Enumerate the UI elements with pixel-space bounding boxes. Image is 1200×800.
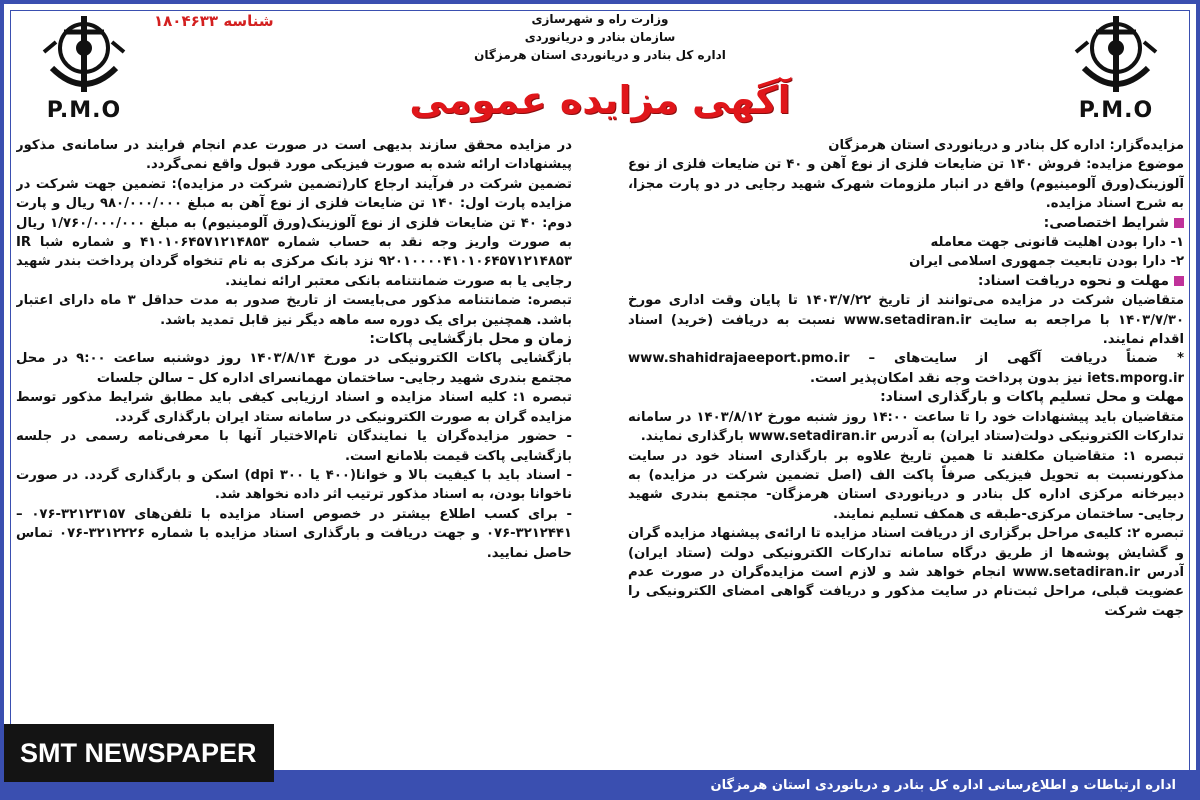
guarantee-note-paragraph: تبصره: ضمانتنامه مذکور می‌بایست از تاریخ صدور به مدت حداقل ۳ ماه دارای اعتبار باشد. همچنین برای یک دوره سه ماهه دیگر نیز قابل تمدید باشد. <box>16 293 572 328</box>
footer-text: اداره ارتباطات و اطلاع‌رسانی اداره کل بنادر و دریانوردی استان هرمزگان <box>710 778 1176 793</box>
opening-note-paragraph: تبصره ۱: کلیه اسناد مزایده و اسناد ارزیابی کیفی باید مطابق شرایط مذکور توسط مزایده گران به صورت الکترونیکی در سامانه ستاد ایران بارگذاری گردد. <box>16 390 572 425</box>
section-heading-documents: مهلت و نحوه دریافت اسناد: <box>628 272 1184 291</box>
bullet-square-icon <box>1174 276 1184 286</box>
term-item: ۱- دارا بودن اهلیت قانونی جهت معامله <box>930 235 1184 251</box>
ad-title: آگهی مزایده عمومی <box>409 78 791 122</box>
org-line-ministry: وزارت راه و شهرسازی <box>531 12 669 26</box>
org-line-organization: سازمان بنادر و دریانوردی <box>524 30 676 44</box>
section-heading-submission: مهلت و محل تسلیم پاکات و بارگذاری اسناد: <box>880 389 1184 406</box>
attendance-paragraph: - حضور مزایده‌گران یا نمایندگان تام‌الاختیار آنها با معرفی‌نامه رسمی در جلسه بازگشایی پاکت قیمت بلامانع است. <box>16 429 572 464</box>
contact-paragraph: - برای کسب اطلاع بیشتر در خصوص اسناد مزایده با تلفن‌های ۳۲۱۲۳۱۵۷-۰۷۶ – ۳۲۱۲۴۴۱-۰۷۶ و جهت دریافت و بارگذاری اسناد مزایده با شماره ۳۲۱۲۲۲۶-۰۷۶ تماس حاصل نمایید. <box>16 506 572 561</box>
opening-paragraph: بازگشایی پاکات الکترونیکی در مورخ ۱۴۰۳/۸/۱۴ روز دوشنبه ساعت ۹:۰۰ در محل مجتمع بندری شهید رجایی- ساختمان مهمانسرای اداره کل – سالن جلسات <box>16 351 572 386</box>
submission-paragraph: متقاضیان باید پیشنهادات خود را تا ساعت ۱۴:۰۰ روز شنبه مورخ ۱۴۰۳/۸/۱۲ در سامانه تدارکات الکترونیکی دولت(ستاد ایران) به آدرس www.setadiran.ir بارگذاری نمایند. <box>628 409 1184 445</box>
logo-text: P.M.O <box>46 98 122 123</box>
ad-body <box>10 136 1190 766</box>
section-heading-special-terms: شرایط اختصاصی: <box>628 214 1184 233</box>
note-1-paragraph: تبصره ۱: متقاضیان مکلفند تا همین تاریخ علاوه بر بارگذاری اسناد خود در سایت مذکورنسبت به تحویل فیزیکی صرفاً پاکت الف (اصل تضمین شرکت در مزایده) به دبیرخانه مرکزی اداره کل بنادر و دریانوردی استان هرمزگان- مجتمع بندری شهید رجایی- ساختمان مرکزی-طبقه ی همکف تسلیم نمایند. <box>628 448 1184 522</box>
term-item: ۲- دارا بودن تابعیت جمهوری اسلامی ایران <box>909 254 1184 270</box>
organization-block <box>4 10 1196 64</box>
note-2-paragraph: تبصره ۲: کلیه‌ی مراحل برگزاری از دریافت اسناد مزایده تا ارائه‌ی پیشنهاد مزایده گران و گشایش پوشه‌ها از طریق درگاه سامانه تدارکات الکترونیکی دولت (ستاد ایران) آدرس www.setadiran.ir انجام خواهد شد و لازم است مزایده‌گران در صورت عدم عضویت قبلی، مراحل ثبت‌نام در سایت مذکور و دریافت گواهی امضای الکترونیکی را جهت شرکت <box>628 526 1184 619</box>
websites-paragraph: * ضمناً دریافت آگهی از سایت‌های www.shahidrajaeeport.pmo.ir – iets.mporg.ir نیز بدون پرداخت وجه نقد امکان‌پذیر است. <box>628 351 1184 386</box>
bullet-square-icon <box>1174 218 1184 228</box>
documents-paragraph: متقاضیان شرکت در مزایده می‌توانند از تاریخ ۱۴۰۳/۷/۲۲ تا پایان وقت اداری مورخ ۱۴۰۳/۷/۳۰ با مراجعه به سایت www.setadiran.ir نسبت به دریافت (خرید) اسناد اقدام نمایند. <box>628 293 1184 348</box>
scan-quality-paragraph: - اسناد باید با کیفیت بالا و خوانا(۴۰۰ یا ۳۰۰ dpi) اسکن و بارگذاری گردد. در صورت ناخوانا بودن، به اسناد مذکور ترتیب اثر داده نخواهد شد. <box>16 467 572 503</box>
guarantee-paragraph: تضمین شرکت در فرآیند ارجاع کار(تضمین شرکت در مزایده): تضمین جهت شرکت در مزایده پارت اول: ۱۴۰ تن ضایعات فلزی از نوع آهن به مبلغ ۹۸۰/۰۰۰/۰۰۰ ریال و پارت دوم: ۴۰ تن ضایعات فلزی از نوع آلوزینک(ورق آلومینیوم) به مبلغ ۱/۷۶۰/۰۰۰/۰۰۰ ریال به صورت واریز وجه نقد به حساب شماره ۴۱۰۱۰۶۴۵۷۱۲۱۴۸۵۳ و شماره شبا IR ۹۲۰۱۰۰۰۰۴۱۰۱۰۶۴۵۷۱۲۱۴۸۵۳ نزد بانک مرکزی به نام تنخواه گردان پرداخت بندر شهید رجایی یا به صورت ضمانتنامه بانکی معتبر ارائه نمایند. <box>16 176 572 289</box>
continuation-paragraph: در مزایده محقق سازند بدیهی است در صورت عدم انجام فرایند در سامانه‌ی مذکور پیشنهادات ارائه شده به صورت فیزیکی مورد قبول واقع نمی‌گردد. <box>16 138 572 173</box>
ad-header <box>4 4 1196 124</box>
org-line-directorate: اداره کل بنادر و دریانوردی استان هرمزگان <box>474 48 726 62</box>
left-column <box>16 136 572 766</box>
auctioneer-paragraph: مزایده‌گزار: اداره کل بنادر و دریانوردی استان هرمزگان <box>828 138 1184 153</box>
registration-number: شناسه ۱۸۰۴۶۳۳ <box>154 12 274 30</box>
right-column <box>628 136 1184 766</box>
brand-watermark: SMT NEWSPAPER <box>4 724 274 782</box>
subject-paragraph: موضوع مزایده: فروش ۱۴۰ تن ضایعات فلزی از نوع آهن و ۴۰ تن ضایعات فلزی از نوع آلوزینک(ورق آلومینیوم) واقع در انبار ملزومات شهرک شهید رجایی در دو پارت مجزا، به شرح اسناد مزایده. <box>628 157 1184 212</box>
section-heading-opening: زمان و محل بازگشایی پاکات: <box>369 331 572 348</box>
logo-text: P.M.O <box>1078 98 1154 123</box>
